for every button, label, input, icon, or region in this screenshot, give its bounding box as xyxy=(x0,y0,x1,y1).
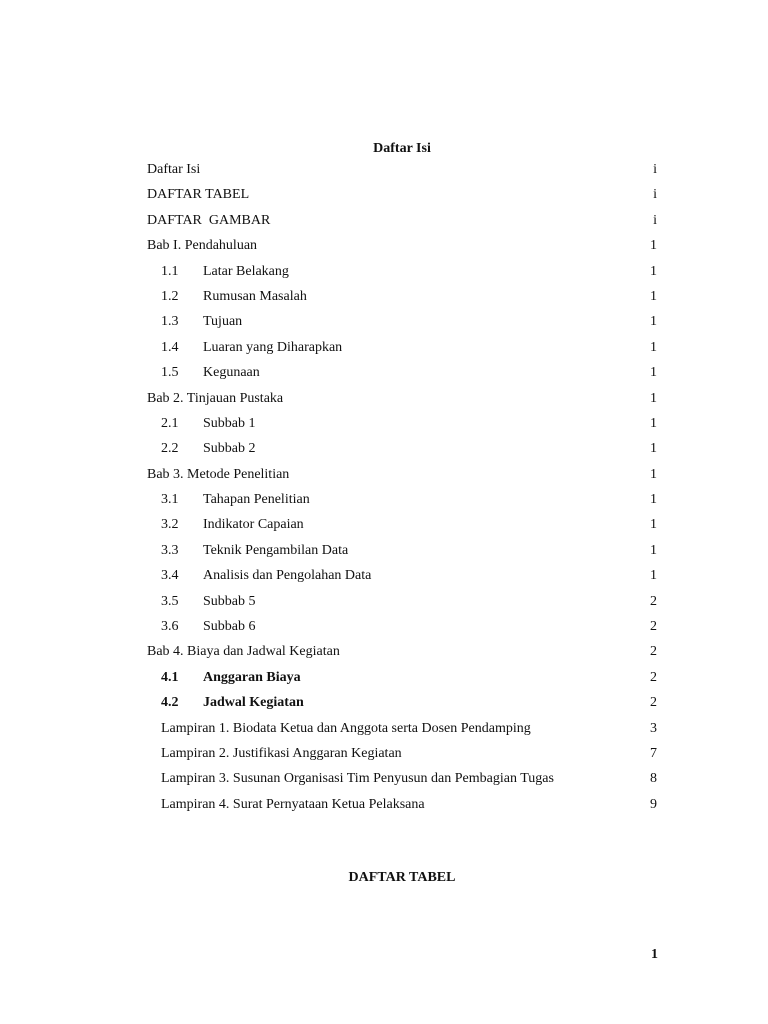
toc-subsection xyxy=(147,284,657,309)
toc-entry-number: 2.2 xyxy=(161,441,179,457)
toc-subsection xyxy=(147,259,657,284)
toc-entry-page: 2 xyxy=(650,593,657,609)
toc-entry-number: 1.3 xyxy=(161,314,179,330)
toc-subsection xyxy=(147,589,657,614)
toc-entry-number: 1.5 xyxy=(161,365,179,381)
toc-entry-page: 1 xyxy=(650,263,657,279)
toc-entry-text: Subbab 1 xyxy=(203,415,256,431)
toc-chapter xyxy=(147,639,657,664)
toc-entry-page: 1 xyxy=(650,390,657,406)
toc-entry-page: 1 xyxy=(650,492,657,508)
toc-entry-page: 3 xyxy=(650,720,657,736)
toc-entry-text: Lampiran 2. Justifikasi Anggaran Kegiatan xyxy=(161,745,402,761)
toc-appendix xyxy=(147,741,657,766)
toc-entry-text: Daftar Isi xyxy=(147,162,201,177)
toc-entry-page: 8 xyxy=(650,771,657,787)
toc-entry-text: DAFTAR GAMBAR xyxy=(147,212,271,228)
toc-entry-page: 1 xyxy=(650,339,657,355)
toc-entry-page: 2 xyxy=(650,644,657,660)
toc-entry-text: Luaran yang Diharapkan xyxy=(203,339,343,355)
toc-entry-text: Bab I. Pendahuluan xyxy=(147,238,258,254)
toc-entry-page: i xyxy=(653,187,657,203)
toc-entry-text: Subbab 5 xyxy=(203,593,256,609)
toc-appendix xyxy=(147,716,657,741)
toc-entry-page: 1 xyxy=(650,466,657,482)
daftar-tabel-heading: DAFTAR TABEL xyxy=(348,870,456,885)
toc-entry-page: 1 xyxy=(650,314,657,330)
toc-subsection xyxy=(147,436,657,461)
toc-chapter xyxy=(147,233,657,258)
toc-entry-number: 3.6 xyxy=(161,619,179,635)
toc-entry-number: 3.1 xyxy=(161,492,179,508)
toc-appendix xyxy=(147,766,657,791)
toc-title: Daftar Isi xyxy=(373,141,431,156)
toc-entry-text: Tahapan Penelitian xyxy=(203,492,310,508)
toc-entry-page: 1 xyxy=(650,568,657,584)
toc-entry-number: 3.3 xyxy=(161,542,179,558)
toc-subsection xyxy=(147,487,657,512)
toc-subsection xyxy=(147,411,657,436)
toc-entry xyxy=(147,157,657,182)
toc-subsection xyxy=(147,614,657,639)
toc-entry-text: Lampiran 1. Biodata Ketua dan Anggota serta Dosen Pendamping xyxy=(161,720,531,736)
toc-list xyxy=(147,157,657,817)
toc-entry-number: 4.2 xyxy=(161,695,179,711)
toc-entry-text: Indikator Capaian xyxy=(203,517,304,533)
toc-entry-page: 2 xyxy=(650,695,657,711)
toc-subsection xyxy=(147,538,657,563)
toc-entry-number: 1.2 xyxy=(161,288,179,304)
toc-entry xyxy=(147,208,657,233)
toc-entry-text: Anggaran Biaya xyxy=(203,669,301,685)
toc-entry-text: Tujuan xyxy=(203,314,243,330)
toc-entry-page: 9 xyxy=(650,796,657,812)
toc-entry-page: 1 xyxy=(650,441,657,457)
toc-entry-text: Subbab 6 xyxy=(203,619,256,635)
toc-entry-page: 1 xyxy=(650,288,657,304)
toc-entry-text: Rumusan Masalah xyxy=(203,288,307,304)
toc-entry-page: i xyxy=(653,162,657,177)
toc-entry-text: Kegunaan xyxy=(203,365,260,381)
toc-subsection xyxy=(147,563,657,588)
toc-entry-number: 1.4 xyxy=(161,339,179,355)
toc-entry-page: i xyxy=(653,212,657,228)
toc-entry-text: DAFTAR TABEL xyxy=(147,187,250,203)
toc-entry-text: Bab 3. Metode Penelitian xyxy=(147,466,290,482)
toc-entry-text: Teknik Pengambilan Data xyxy=(203,542,349,558)
toc-entry-number: 4.1 xyxy=(161,669,179,685)
toc-entry-page: 1 xyxy=(650,542,657,558)
toc-entry-number: 2.1 xyxy=(161,415,179,431)
page-number: 1 xyxy=(651,947,658,962)
toc-entry-number: 3.5 xyxy=(161,593,179,609)
toc-entry-text: Jadwal Kegiatan xyxy=(203,695,304,711)
toc-appendix xyxy=(147,792,657,817)
toc-subsection xyxy=(147,690,657,715)
toc-entry-text: Bab 4. Biaya dan Jadwal Kegiatan xyxy=(147,644,340,660)
toc-entry-text: Analisis dan Pengolahan Data xyxy=(203,568,372,584)
toc-entry-page: 1 xyxy=(650,365,657,381)
toc-entry-page: 1 xyxy=(650,415,657,431)
toc-chapter xyxy=(147,462,657,487)
toc-subsection xyxy=(147,309,657,334)
toc-entry-number: 3.4 xyxy=(161,568,179,584)
toc-entry-page: 1 xyxy=(650,238,657,254)
toc-chapter xyxy=(147,386,657,411)
toc-entry-text: Lampiran 4. Surat Pernyataan Ketua Pelaksana xyxy=(161,796,425,812)
toc-subsection xyxy=(147,512,657,537)
toc-entry-page: 2 xyxy=(650,619,657,635)
toc-entry xyxy=(147,182,657,207)
toc-entry-text: Latar Belakang xyxy=(203,263,289,279)
toc-entry-page: 1 xyxy=(650,517,657,533)
toc-entry-text: Bab 2. Tinjauan Pustaka xyxy=(147,390,284,406)
toc-subsection xyxy=(147,360,657,385)
toc-entry-number: 1.1 xyxy=(161,263,179,279)
toc-subsection xyxy=(147,665,657,690)
toc-entry-text: Lampiran 3. Susunan Organisasi Tim Penyusun dan Pembagian Tugas xyxy=(161,771,554,787)
toc-entry-page: 2 xyxy=(650,669,657,685)
toc-entry-text: Subbab 2 xyxy=(203,441,256,457)
toc-entry-page: 7 xyxy=(650,745,657,761)
toc-subsection xyxy=(147,335,657,360)
toc-entry-number: 3.2 xyxy=(161,517,179,533)
